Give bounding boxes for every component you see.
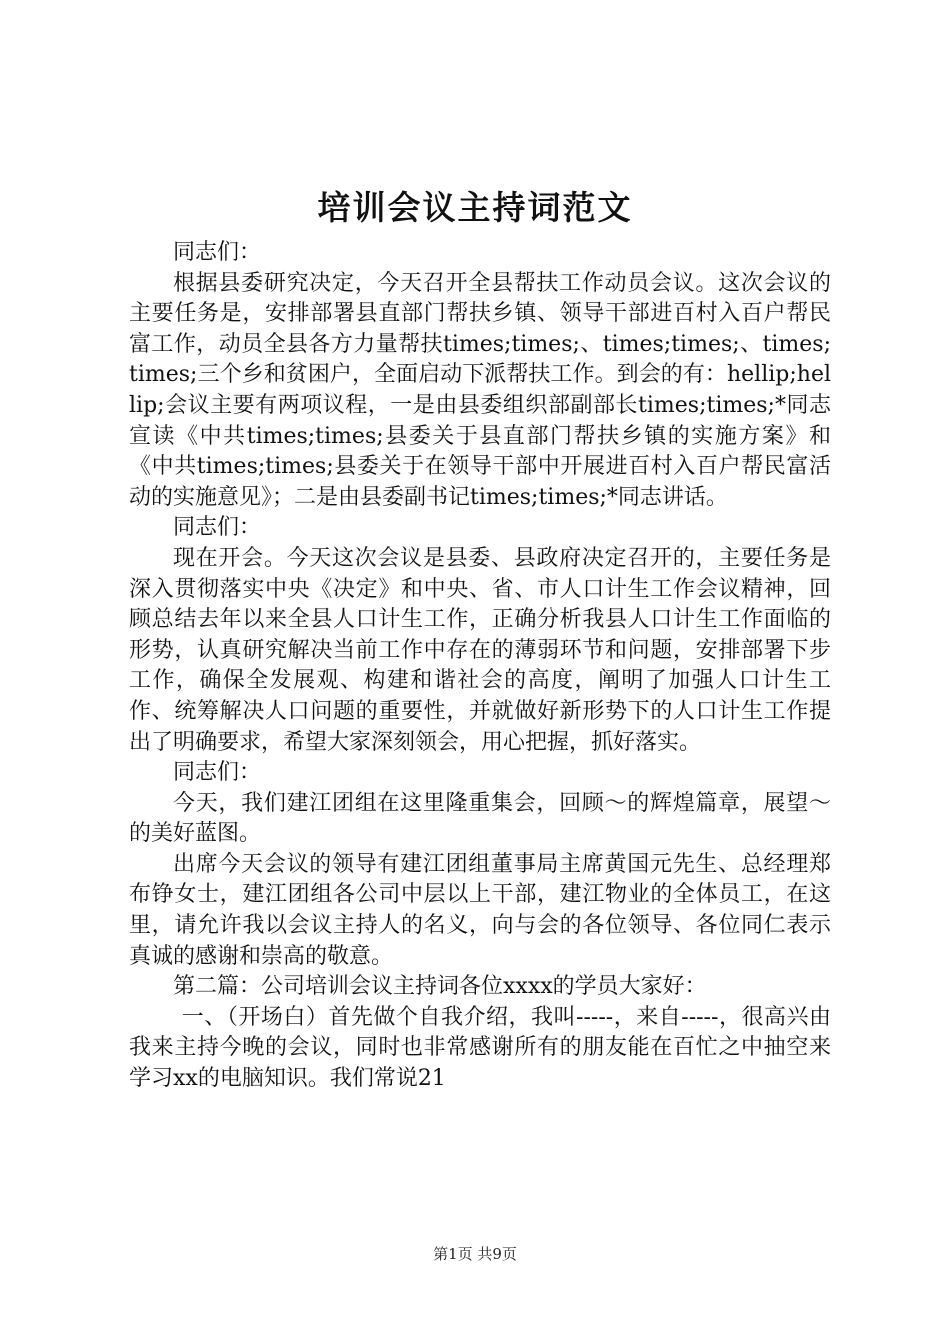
- paragraph-group-gathering: 今天，我们建江团组在这里隆重集会，回顾～的辉煌篇章，展望～的美好蓝图。: [129, 790, 831, 847]
- paragraph-second-section-heading: 第二篇：公司培训会议主持词各位xxxx的学员大家好：: [173, 974, 707, 1000]
- paragraph-salutation-1: 同志们：: [173, 240, 262, 265]
- document-title: 培训会议主持词范文: [317, 188, 633, 227]
- paragraph-salutation-3: 同志们：: [173, 760, 262, 786]
- page-number-footer: 第1页 共9页: [433, 1245, 517, 1263]
- paragraph-attending-leaders: 出席今天会议的领导有建江团组董事局主席黄国元先生、总经理郑布铮女士，建江团组各公司中层以上干部，建江物业的全体员工，在这里，请允许我以会议主持人的名义，向与会的各位领导、各位同仁表示真诚的感谢和崇高的敬意。: [129, 851, 831, 969]
- paragraph-opening-announcement: 根据县委研究决定，今天召开全县帮扶工作动员会议。这次会议的主要任务是，安排部署县直部门帮扶乡镇、领导干部进百村入百户帮民富工作，动员全县各方力量帮扶times;times;、times;times;、times;times;三个乡和贫困户，全面启动下派帮扶工作。到会的有：hellip;hellip;会议主要有两项议程，一是由县委组织部副部长times;times;*同志宣读《中共times;times;县委关于县直部门帮扶乡镇的实施方案》和《中共times;times;县委关于在领导干部中开展进百村入百户帮民富活动的实施意见》；二是由县委副书记times;times;*同志讲话。: [129, 270, 831, 510]
- paragraph-self-introduction: 一、（开场白）首先做个自我介绍，我叫-----，来自-----，很高兴由我来主持今晚的会议，同时也非常感谢所有的朋友能在百忙之中抽空来学习xx的电脑知识。我们常说21: [129, 1004, 831, 1092]
- paragraph-population-work: 现在开会。今天这次会议是县委、县政府决定召开的，主要任务是深入贯彻落实中央《决定》和中央、省、市人口计生工作会议精神，回顾总结去年以来全县人口计生工作，正确分析我县人口计生工作面临的形势，认真研究解决当前工作中存在的薄弱环节和问题，安排部署下步工作，确保全发展观、构建和谐社会的高度，阐明了加强人口计生工作、统筹解决人口问题的重要性，并就做好新形势下的人口计生工作提出了明确要求，希望大家深刻领会，用心把握，抓好落实。: [129, 545, 831, 755]
- document-body: [129, 238, 831, 1095]
- paragraph-salutation-2: 同志们：: [173, 515, 262, 541]
